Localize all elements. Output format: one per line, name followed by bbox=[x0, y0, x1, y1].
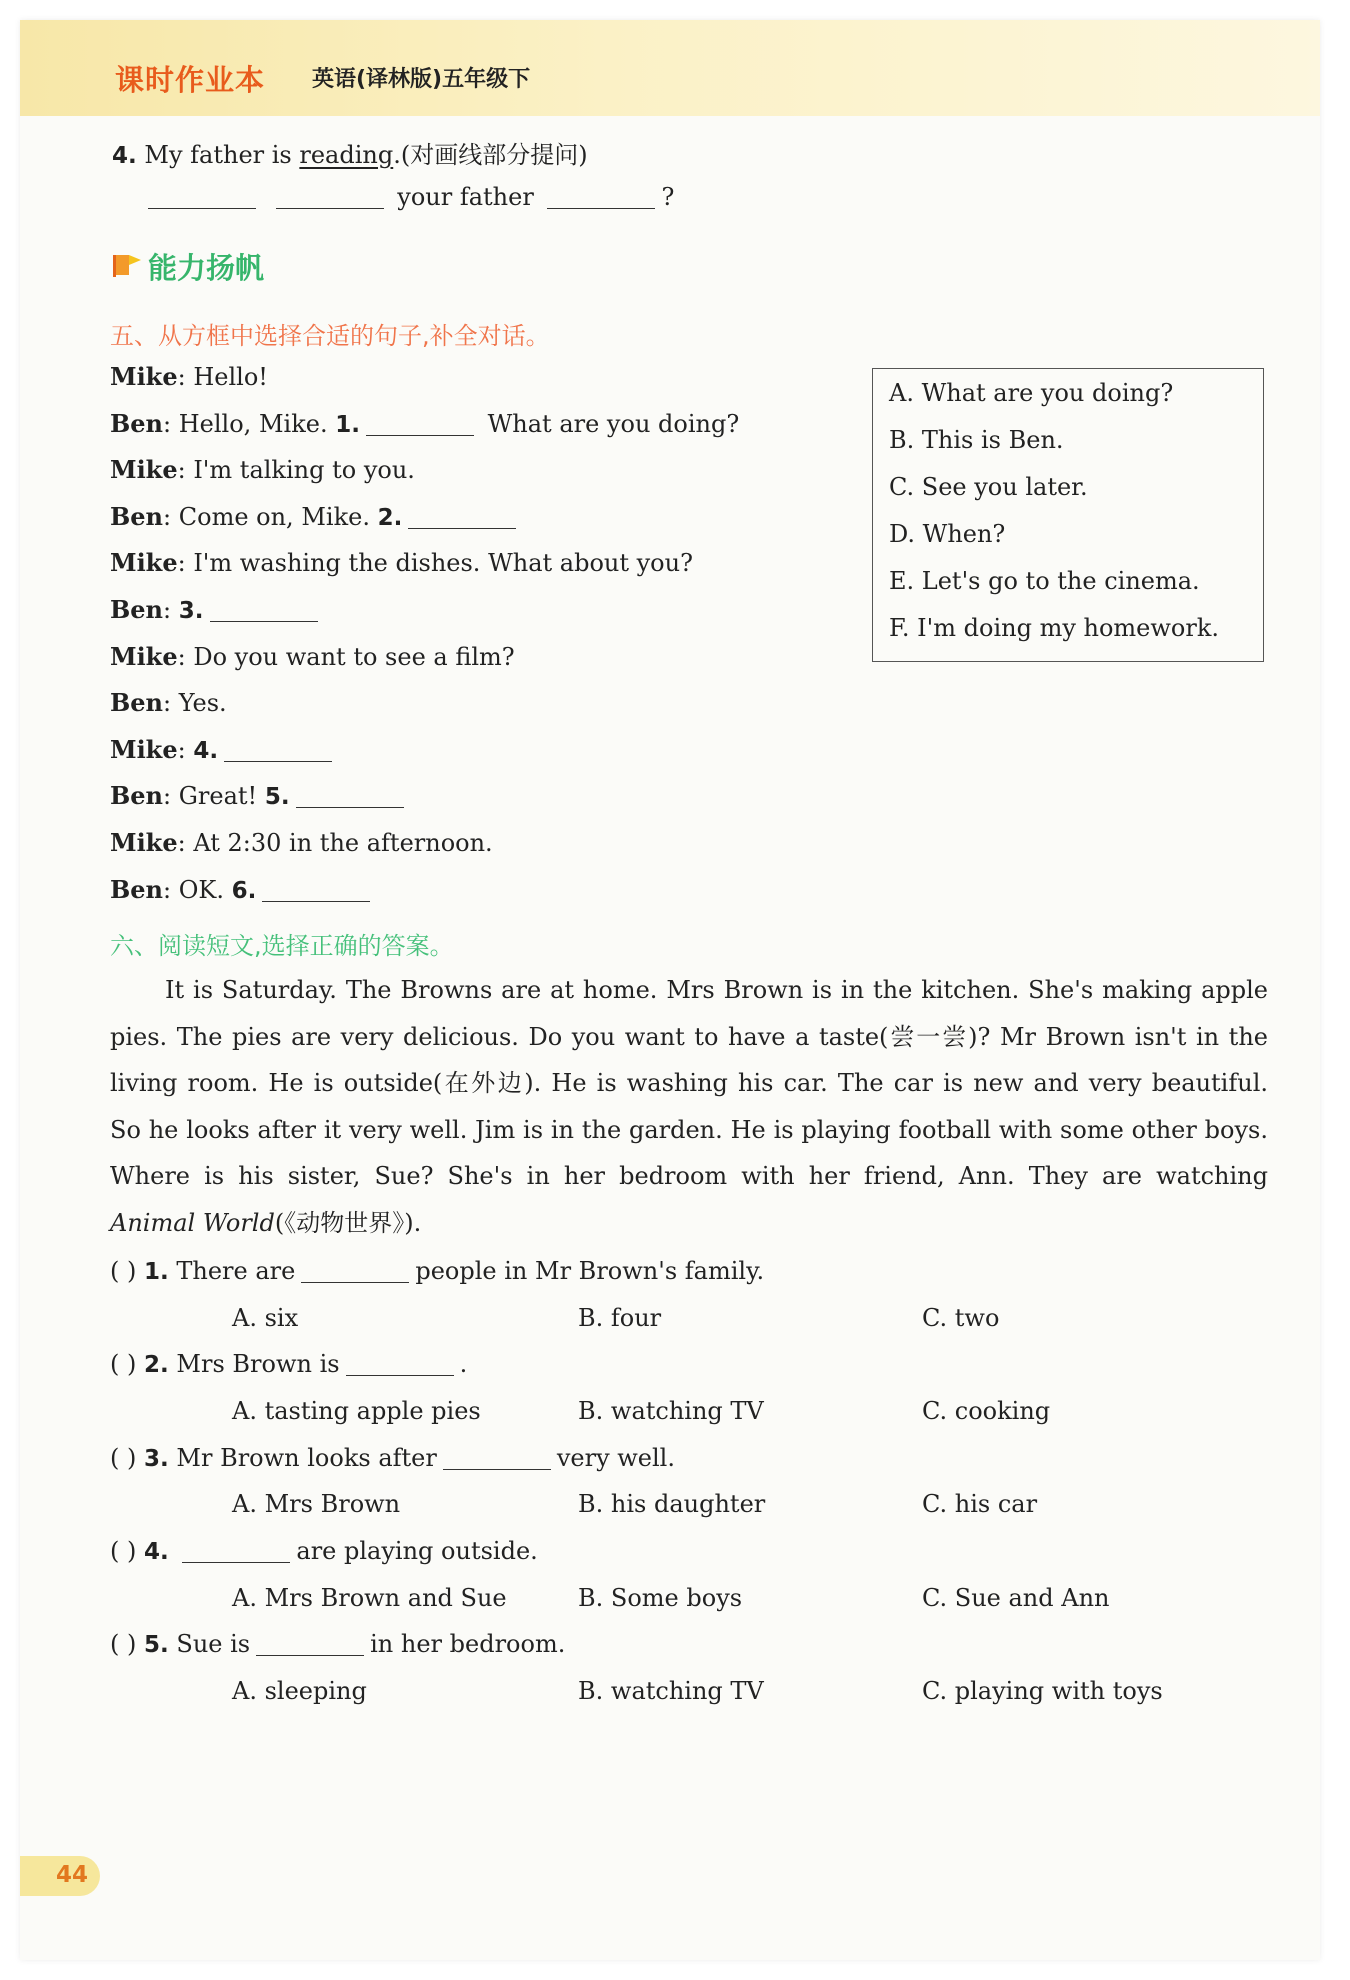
q4-blank-2[interactable] bbox=[276, 184, 384, 209]
question-text-before: Mrs Brown is bbox=[176, 1350, 340, 1379]
blank-number: 6. bbox=[231, 877, 257, 904]
dialogue-text: I'm washing the dishes. What about you? bbox=[193, 549, 693, 578]
answer-paren[interactable]: ( ) bbox=[110, 1257, 137, 1285]
passage-line: So he looks after it very well. Jim is in the garden. He is playing football with some other boys. bbox=[110, 1115, 1268, 1144]
book-subtitle: 英语(译林版)五年级下 bbox=[312, 67, 531, 92]
q4-line1 bbox=[112, 135, 588, 170]
box-option-f: F. I'm doing my homework. bbox=[889, 614, 1220, 642]
question-blank[interactable] bbox=[443, 1445, 551, 1470]
dialogue-text: I'm talking to you. bbox=[193, 456, 415, 485]
answer-paren[interactable]: ( ) bbox=[110, 1630, 137, 1659]
dialogue-text-after: What are you doing? bbox=[487, 409, 740, 438]
q4-number: 4. bbox=[112, 143, 137, 169]
dialogue-line bbox=[110, 735, 338, 764]
speaker-colon: : bbox=[177, 642, 186, 671]
answer-option: B. watching TV bbox=[578, 1396, 764, 1425]
question-number: 4. bbox=[144, 1538, 169, 1565]
speaker-name: Mike bbox=[110, 455, 178, 485]
passage-italic-title: Animal World bbox=[110, 1208, 275, 1237]
question-blank[interactable] bbox=[182, 1538, 290, 1563]
passage-line: Where is his sister, Sue? She's in her bedroom with her friend, Ann. They are watching bbox=[110, 1162, 1268, 1190]
answer-option: A. Mrs Brown and Sue bbox=[232, 1583, 507, 1612]
question-text-before: There are bbox=[176, 1257, 296, 1285]
q4-text-after: .(对画线部分提问) bbox=[393, 141, 588, 169]
question-text-after: are playing outside. bbox=[296, 1536, 538, 1565]
options-box bbox=[872, 368, 1264, 662]
speaker-name: Ben bbox=[110, 501, 164, 531]
question-blank[interactable] bbox=[256, 1631, 364, 1656]
blank-number: 3. bbox=[178, 598, 204, 624]
dialogue-text: Hello! bbox=[193, 363, 268, 391]
passage-last-rest: (《动物世界》). bbox=[274, 1208, 422, 1237]
speaker-colon: : bbox=[177, 363, 186, 391]
speaker-colon: : bbox=[163, 782, 172, 811]
dialogue-text: At 2:30 in the afternoon. bbox=[193, 829, 493, 857]
question-text-after: in her bedroom. bbox=[370, 1630, 566, 1659]
reading-passage bbox=[110, 967, 1268, 1246]
dialogue-line bbox=[110, 688, 227, 717]
speaker-colon: : bbox=[163, 875, 172, 904]
speaker-colon: : bbox=[163, 502, 172, 531]
answer-option: C. cooking bbox=[922, 1396, 1051, 1425]
brand-title: 课时作业本 bbox=[115, 63, 266, 97]
question-blank[interactable] bbox=[346, 1351, 454, 1376]
answer-option: A. Mrs Brown bbox=[232, 1490, 401, 1519]
question-text-before: Mr Brown looks after bbox=[176, 1443, 437, 1472]
q4-line2-end: ? bbox=[661, 183, 675, 211]
blank-number: 5. bbox=[264, 784, 290, 811]
question-number: 2. bbox=[144, 1352, 169, 1379]
answer-paren[interactable]: ( ) bbox=[110, 1536, 137, 1565]
speaker-name: Mike bbox=[110, 641, 178, 671]
box-option-b: B. This is Ben. bbox=[889, 426, 1064, 454]
answer-option: B. four bbox=[578, 1303, 662, 1332]
speaker-colon: : bbox=[177, 829, 186, 857]
box-option-c: C. See you later. bbox=[889, 473, 1088, 501]
speaker-colon: : bbox=[177, 735, 186, 764]
question-number: 3. bbox=[144, 1445, 169, 1472]
passage-line: It is Saturday. The Browns are at home. Mrs Brown is in the kitchen. She's making apple bbox=[165, 976, 1268, 1004]
q4-text-before: My father is bbox=[144, 141, 300, 169]
dialogue-text: Come on, Mike. bbox=[178, 502, 370, 531]
answer-option: B. Some boys bbox=[578, 1583, 743, 1612]
answer-option: C. his car bbox=[922, 1490, 1038, 1519]
answer-option: A. tasting apple pies bbox=[232, 1396, 481, 1425]
ability-title: 能力扬帆 bbox=[148, 251, 265, 285]
q4-blank-1[interactable] bbox=[148, 184, 256, 209]
box-option-e: E. Let's go to the cinema. bbox=[889, 567, 1200, 595]
speaker-colon: : bbox=[163, 689, 172, 718]
answer-blank[interactable] bbox=[296, 783, 404, 808]
q4-underlined-word: reading bbox=[299, 141, 394, 169]
question-text-after: very well. bbox=[556, 1443, 675, 1472]
box-option-a: A. What are you doing? bbox=[889, 379, 1174, 407]
speaker-colon: : bbox=[177, 549, 186, 578]
question-number: 1. bbox=[144, 1259, 169, 1285]
section6-title: 六、阅读短文,选择正确的答案。 bbox=[110, 932, 454, 960]
ability-flag-icon bbox=[112, 252, 142, 278]
speaker-colon: : bbox=[163, 596, 172, 624]
dialogue-line bbox=[110, 362, 268, 391]
answer-blank[interactable] bbox=[366, 411, 474, 436]
q4-blank-3[interactable] bbox=[547, 184, 655, 209]
answer-option: A. six bbox=[232, 1303, 299, 1332]
dialogue-text: Do you want to see a film? bbox=[193, 642, 515, 671]
dialogue-line bbox=[110, 642, 515, 671]
answer-option: B. his daughter bbox=[578, 1490, 766, 1519]
passage-last-line bbox=[110, 1200, 1268, 1247]
speaker-colon: : bbox=[163, 409, 172, 438]
question-line bbox=[110, 1630, 565, 1658]
question-blank[interactable] bbox=[301, 1258, 409, 1283]
question-line bbox=[110, 1537, 538, 1565]
section5-title: 五、从方框中选择合适的句子,补全对话。 bbox=[110, 322, 550, 350]
speaker-name: Ben bbox=[110, 595, 164, 624]
answer-option: C. playing with toys bbox=[922, 1676, 1163, 1705]
answer-blank[interactable] bbox=[262, 877, 370, 902]
dialogue-text: Yes. bbox=[178, 689, 227, 718]
dialogue-line bbox=[110, 409, 739, 438]
answer-option: C. two bbox=[922, 1303, 1000, 1332]
question-text-before: Sue is bbox=[176, 1630, 251, 1659]
question-number: 5. bbox=[144, 1632, 169, 1659]
answer-option: A. sleeping bbox=[232, 1676, 367, 1705]
dialogue-line bbox=[110, 548, 693, 577]
speaker-name: Mike bbox=[110, 362, 178, 391]
speaker-name: Ben bbox=[110, 874, 164, 904]
box-option-d: D. When? bbox=[889, 520, 1006, 548]
blank-number: 2. bbox=[377, 504, 403, 531]
dialogue-line bbox=[110, 595, 324, 624]
q4-line2 bbox=[142, 183, 674, 211]
answer-blank[interactable] bbox=[224, 737, 332, 762]
answer-option: C. Sue and Ann bbox=[922, 1583, 1110, 1612]
q4-line2-mid: your father bbox=[397, 183, 534, 211]
dialogue-line bbox=[110, 875, 376, 904]
dialogue-line bbox=[110, 781, 410, 810]
speaker-name: Ben bbox=[110, 781, 164, 811]
answer-paren[interactable]: ( ) bbox=[110, 1350, 137, 1379]
speaker-name: Mike bbox=[110, 548, 178, 578]
question-text-after: people in Mr Brown's family. bbox=[415, 1257, 765, 1285]
blank-number: 1. bbox=[335, 411, 360, 438]
speaker-name: Ben bbox=[110, 688, 164, 718]
dialogue-line bbox=[110, 455, 415, 484]
question-line bbox=[110, 1350, 467, 1378]
dialogue-text: OK. bbox=[178, 875, 224, 904]
speaker-name: Ben bbox=[110, 408, 164, 438]
answer-blank[interactable] bbox=[408, 504, 516, 529]
answer-blank[interactable] bbox=[210, 597, 318, 622]
answer-option: B. watching TV bbox=[578, 1676, 764, 1705]
question-text-after: . bbox=[459, 1350, 468, 1379]
dialogue-text: Hello, Mike. bbox=[178, 409, 328, 438]
dialogue-text: Great! bbox=[178, 782, 258, 811]
question-line bbox=[110, 1257, 764, 1285]
dialogue-line bbox=[110, 828, 493, 857]
speaker-colon: : bbox=[177, 456, 186, 485]
passage-line: pies. The pies are very delicious. Do you want to have a taste(尝一尝)? Mr Brown isn't in the bbox=[110, 1022, 1268, 1051]
question-line bbox=[110, 1444, 675, 1472]
speaker-name: Mike bbox=[110, 828, 178, 857]
speaker-name: Mike bbox=[110, 734, 178, 764]
passage-line: living room. He is outside(在外边). He is washing his car. The car is new and very beautiful. bbox=[110, 1069, 1268, 1097]
blank-number: 4. bbox=[193, 737, 219, 764]
page-number: 44 bbox=[56, 1862, 89, 1888]
dialogue-line bbox=[110, 502, 522, 531]
answer-paren[interactable]: ( ) bbox=[110, 1443, 137, 1472]
